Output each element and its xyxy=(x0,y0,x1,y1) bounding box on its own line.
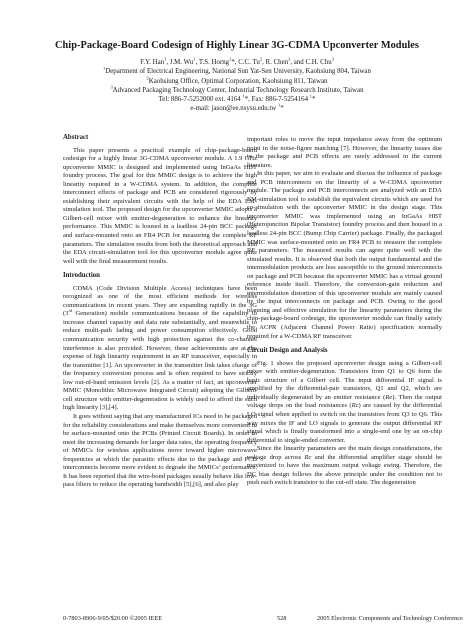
introduction-paragraph-2: It goes without saying that any manufactured ICs need to be packaged for the reliability considerations and make themselves more convenient to be surface-mounted onto the PCBs (Printed Circuit Boards). In order to meet the increasing demands for larger data rates, the operating frequency of MMICs for wireless applications move toward higher microwave frequencies at which the parasitic effects due to the package and PCB interconnects become more evident to degrade the MMICs’ performance. It has been reported that the wire-bond packages usually behave like low-pass filters to reduce the operating bandwidth [5],[6], and also play xyxy=(63,412,257,489)
abstract-heading: Abstract xyxy=(63,134,89,141)
circuit-paragraph-2: Since the linearity parameters are the main design considerations, the voltage drop across Rc and the differential amplifier stage should be maximized to have the maximum output voltage swing. Therefore, the DC bias design follows the above principle under the condition not to push each switch transistor to the cut-off state. The degeneration xyxy=(247,445,442,487)
author-list: F.Y. Han$^1$, J.M. Wu$^1$, T.S. Horng$^1$*, C.C. Tu$^2$, R. Chen$^3$, and C.H. Chu$^3$ xyxy=(140,56,334,66)
circuit-paragraph-1: Fig. 1 shows the proposed upconverter design using a Gilbert-cell mixer with emitter-degeneration. Transistors from Q1 to Q6 form the basic structure of a Gilbert cell. The input differential IF signal is amplified by the differential-pair transistors, Q1 and Q2, which are individually degenerated by an emitter resistance (Re). Then the output voltage drops on the load resistances (Rc) are caused by the differential LO signal when applied to switch on the transistors from Q3 to Q6. This way mixes the IF and LO signals to generate the output differential RF signal which is finally transformed into a single-end one by an on-chip differential to single-ended converter. xyxy=(247,359,442,444)
paper-title: Chip-Package-Board Codesign of Highly Linear 3G-CDMA Upconverter Modules xyxy=(55,40,419,51)
circuit-design-heading: Circuit Design and Analysis xyxy=(247,347,328,355)
copyright-notice: 0-7803-8906-9/05/$20.00 ©2005 IEEE xyxy=(63,615,163,622)
right-column xyxy=(247,136,442,488)
contact-phone-fax: Tel: 886-7-5252000 ext. 4164 $^1$*, Fax: 886-7-5254164 $^1$* xyxy=(158,93,316,104)
conference-name: 2005 Electronic Components and Technology Conference xyxy=(317,615,463,622)
right-paragraph-1: important roles to move the input impedance away from the optimum point in the noise-figure matching [7]. However, the linearity issues due to the package and PCB effects are rarely addressed in the current literature. xyxy=(247,136,442,169)
affiliation-3: $^3$Advanced Packaging Technology Center, Industrial Technology Research Institute, Taiwan xyxy=(110,84,364,94)
author-block xyxy=(30,58,444,114)
affiliation-2: $^2$Kaohsiung Office, Optimal Corporation, Kaohsiung 811, Taiwan xyxy=(146,75,328,85)
page-number: 528 xyxy=(277,615,287,622)
introduction-heading: Introduction xyxy=(63,272,100,280)
left-column xyxy=(63,134,257,490)
contact-email: e-mail: jason@ee.nsysu.edu.tw $^1$* xyxy=(190,103,284,113)
introduction-paragraph-1: CDMA (Code Division Multiple Access) techniques have been recognized as one of the most efficient methods for wireless communications in recent years. They are expanding rapidly in the 3G (3rd Generation) mobile communications because of the capability to increase channel capacity and data rate substantially, and meanwhile to reduce multi-path fading and power consumption effectively. Good communication security with high protection against the co-channel interference is also provided. However, these achievements are at the expense of high linearity requirement in an RF transceiver, especially in the transmitter [1]. An upconverter in the transmitter link takes charge of the frequency conversion process and is often required to have strictly low out-of-band emission levels [2]. As a matter of fact, an upconverter MMIC (Monolithic Microwave Integrated Circuit) adopting the Gilbert-cell structure with emitter-degeneration is widely used to afford the such high linearity [3],[4]. xyxy=(63,284,257,412)
abstract-text: This paper presents a practical example of chip-package-board codesign for a highly linear 3G-CDMA upconverter module. A 1.9 GHz upconverter MMIC is designed and implemented using InGaAs HBT foundry process. The goal for this MMIC design is to achieve the high linearity required in a W-CDMA system. In addition, the complete interconnect effects of package and PCB are considered rigorously by establishing their equivalent circuits with the help of the EDA EM-simulation tool. The proposed design for the upconverter MMIC adopts a Gilbert-cell mixer with emitter-degeneration to enhance the linearity performance. This MMIC is housed in a leadless 24-pin BCC package and surface-mounted onto an FR4 PCB for measuring the complete RF parameters. The simulation results from both the theoretical approach and the EDA circuit-simulation tool for this upconverter module agree quite well with the final measurement results. xyxy=(63,146,257,265)
right-paragraph-2: In this paper, we aim to evaluate and discuss the influence of package and PCB interconnects on the linearity of a W-CDMA upconverter module. The package and PCB interconnects are analyzed with an EDA EM-simulation tool to establish the equivalent circuits which are used for co-simulation with the upconverter MMIC in the design stage. This upconverter MMIC was implemented using an InGaAs HBT (Heterojunction Bipolar Transistor) foundry process and then housed in a leadless 24-pin BCC (Bump Chip Carrier) package. Finally, the packaged MMIC was surface-mounted onto an FR4 PCB to measure the complete RF parameters. The measured results can agree quite well with the simulated results. It is observed that both the output fundamental and the intermodulation products are less susceptible to the ground interconnects on package and PCB because the upconverter MMIC has a virtual ground reference inside itself. Therefore, the conversion-gain reduction and intermodulation distortion of this upconverter module are mainly caused by the input interconnects on package and PCB. Owing to the good planning and effective simulation for the linearity parameters during the chip-package-board codesign, the upconverter module can finally satisfy the ACPR (Adjacent Channel Power Ratio) specification normally required for a W-CDMA RF transceiver. xyxy=(247,170,442,340)
affiliation-1: $^1$Department of Electrical Engineering, National Sun Yat-Sen University, Kaohsiung 804, Taiwan xyxy=(103,66,371,76)
